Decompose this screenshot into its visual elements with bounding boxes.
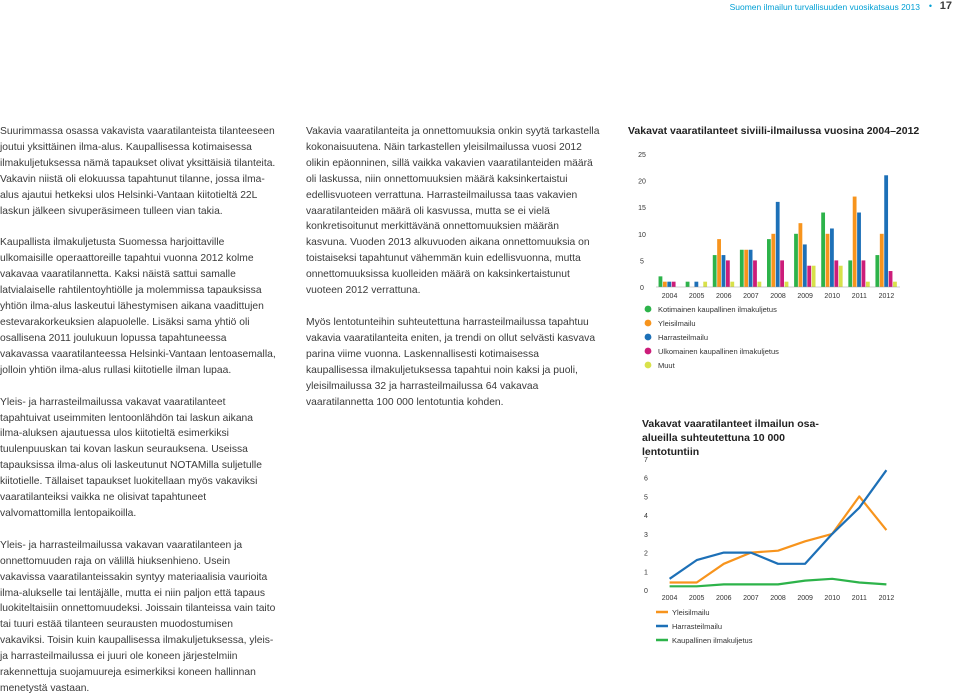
x-tick-label: 2012	[878, 293, 895, 300]
publication-title: Suomen ilmailun turvallisuuden vuosikatsaus 2013	[729, 2, 920, 12]
legend-swatch	[645, 348, 652, 355]
page-header	[0, 0, 960, 12]
bar	[672, 282, 676, 287]
bar	[722, 255, 726, 287]
line-chart	[628, 448, 960, 648]
bar	[830, 228, 834, 287]
bar	[717, 239, 721, 287]
bar	[780, 260, 784, 287]
legend-label: Ulkomainen kaupallinen ilmakuljetus	[658, 347, 779, 356]
bar	[730, 282, 734, 287]
x-tick-label: 2006	[715, 293, 732, 300]
paragraph: Vakavia vaaratilanteita ja onnettomuuksia onkin syytä tarkastella kokonaisuutena. Näin tarkastellen yleisilmailussa vuosi 2012 olikin epäonninen, sillä vaikka vakavien vaaratilanteiden määrä oli laskussa, niin onnettomuuksien määrä kaksinkertaistui edellisvuoteen verrattuna. Harrasteilmailussa taas vakavien vaaratilanteiden määrä oli kasvussa, mutta se ei vielä konkretisoitunut merkittävänä onnettomuuksien määrän kasvuna. Vuoden 2013 alkuvuoden aikana onnettomuuksia on toistaiseksi tapahtunut vähemmän kuin edellisvuonna, mutta onnettomuuksissa kuolleiden määrä on kaksinkertaistunut vuoteen 2012 verrattuna.	[306, 126, 600, 297]
bar	[880, 234, 884, 287]
bar	[726, 260, 730, 287]
bar	[663, 282, 667, 287]
bar	[884, 175, 888, 287]
bar-chart-title: Vakavat vaaratilanteet siviili-ilmailussa vuosina 2004–2012	[628, 125, 920, 137]
bar	[807, 266, 811, 287]
bar	[848, 260, 852, 287]
y-tick-label: 3	[644, 531, 648, 539]
bar-chart	[628, 140, 960, 380]
x-tick-label: 2012	[878, 595, 895, 602]
bar	[713, 255, 717, 287]
bar	[839, 266, 843, 287]
bar	[776, 202, 780, 287]
x-tick-label: 2007	[743, 595, 759, 602]
legend-swatch	[645, 362, 652, 369]
y-tick-label: 25	[638, 152, 646, 159]
bar	[694, 282, 698, 287]
bar	[875, 255, 879, 287]
paragraph: Myös lentotunteihin suhteutettuna harrasteilmailussa tapahtuu vakavia vaaratilanteita eniten, ja trendi on ollut selvästi kasvava parina viime vuonna. Laskennallisesti kotimaisessa kaupallisessa ilmakuljetuksessa tapahtui noin kaksi ja puoli, yleisilmailussa 32 ja harrasteilmailussa 64 vakavaa vaaratilannetta 100 000 lentotuntia kohden.	[306, 316, 596, 408]
paragraph: Yleis- ja harrasteilmailussa vakavan vaaratilanteen ja onnettomuuden raja on välillä hiuksenhieno. Usein vakavissa vaaratilanteissakin syntyy materiaalisia vaurioita ilma-alukselle tai lentäjälle, mutta ei niin paljon että tapaus luokiteltaisiin onnettomuudeksi. Joissain tilanteissa vain taito tai tuuri estää tilanteen seurausten muodostumisen vakaviksi. Toisin kuin kaupallisessa ilmakuljetuksessa, yleis- ja harrasteilmailussa ei juuri ole koneen järjestelmiin rakennettuja suojamuureja esimerkiksi koneen hallinnan menetystä vastaan.	[0, 539, 276, 694]
legend-label: Muut	[658, 361, 675, 370]
legend-label: Yleisilmailu	[658, 319, 696, 328]
bar	[740, 250, 744, 287]
y-tick-label: 10	[638, 231, 646, 239]
x-tick-label: 2004	[661, 595, 678, 602]
y-tick-label: 2	[644, 550, 648, 558]
x-tick-label: 2011	[851, 595, 867, 602]
legend-label: Kotimainen kaupallinen ilmakuljetus	[658, 305, 777, 314]
bar	[889, 271, 893, 287]
paragraph: Yleis- ja harrasteilmailussa vakavat vaaratilanteet tapahtuivat useimmiten lentoonlähdön tai laskun aikana ilma-aluksen ajautuessa ulos kiitotieltä esimerkiksi tuulenpuuskan tai kovan laskun seurauksena. Useissa tapauksissa ilma-alus oli laskeutunut NOTAMilla suljetulle kiitotielle. Tällaiset tapaukset luokitellaan myös vakaviksi vaaratilanteiksi vaikka ne olisivat tapahtuneet valvomattomilla lentopaikoilla.	[0, 396, 262, 519]
y-tick-label: 5	[644, 494, 648, 502]
x-tick-label: 2005	[688, 595, 705, 602]
bar	[785, 282, 789, 287]
legend-label: Harrasteilmailu	[658, 333, 709, 342]
y-tick-label: 5	[640, 258, 644, 266]
bar	[893, 282, 897, 287]
line-chart-title: Vakavat vaaratilanteet ilmailun osa-alueilla suhteutettuna 10 000 lentotuntiin	[642, 418, 819, 458]
y-tick-label: 7	[644, 457, 648, 464]
x-tick-label: 2009	[797, 595, 813, 602]
bar	[826, 234, 830, 287]
x-tick-label: 2008	[770, 293, 786, 300]
paragraph: Kaupallista ilmakuljetusta Suomessa harjoittaville ulkomaisille operaattoreille tapahtui vuonna 2012 kolme vakavaa vaaratilannetta. Kaksi näistä sattui samalle latvialaiselle rahtilentoyhtiölle ja molemmissa tapauksissa yhtiön ilma-alus laskeutui lähestymisen aikana vaadittujen estevarakorkeuksien alapuolelle. Lisäksi sama yhtiö oli osallisena 2011 joulukuun lopussa tapahtuneessa vakavassa vaaratilanteessa Helsinki-Vantaan lentoasemalla, jolloin yhtiön ilma-alus rullasi kiitotielle ilman lupaa.	[0, 237, 276, 376]
x-tick-label: 2010	[824, 595, 841, 602]
bar	[794, 234, 798, 287]
legend-label: Harrasteilmailu	[672, 622, 723, 631]
bar	[803, 244, 807, 287]
x-tick-label: 2009	[797, 293, 813, 300]
legend-label: Yleisilmailu	[672, 608, 710, 617]
header-separator-dot: •	[928, 1, 932, 11]
y-tick-label: 1	[644, 569, 648, 577]
bar	[866, 282, 870, 287]
bar	[834, 260, 838, 287]
bar	[853, 197, 857, 287]
x-tick-label: 2007	[743, 293, 759, 300]
y-tick-label: 0	[640, 285, 644, 292]
paragraph: Suurimmassa osassa vakavista vaaratilanteista tilanteeseen joutui yksittäinen ilma-alus. Kaupallisessa kotimaisessa ilmakuljetuksessa nämä tapaukset olivat yksittäisiä tilanteita. Vakavin niistä oli elokuussa tapahtunut tilanne, jossa ilma-alus ajautui hetkeksi ulos Helsinki-Vantaan kiitotieltä 22L laskun jälkeen sivuperäsimeen tulleen vian takia.	[0, 126, 276, 217]
legend-swatch	[645, 334, 652, 341]
bar	[862, 260, 866, 287]
bar	[703, 282, 707, 287]
bar	[757, 282, 761, 287]
y-tick-label: 6	[644, 475, 648, 483]
legend-swatch	[645, 320, 652, 327]
x-tick-label: 2004	[661, 293, 678, 300]
bar	[749, 250, 753, 287]
bar	[821, 213, 825, 287]
x-tick-label: 2008	[770, 595, 786, 602]
bar	[659, 276, 663, 287]
bar	[744, 250, 748, 287]
y-tick-label: 15	[638, 205, 646, 213]
legend-label: Kaupallinen ilmakuljetus	[672, 636, 753, 645]
x-tick-label: 2006	[715, 595, 732, 602]
bar	[667, 282, 671, 287]
text-column-left	[0, 124, 276, 697]
bar	[812, 266, 816, 287]
page-number: 17	[939, 0, 952, 12]
series-line	[670, 470, 887, 579]
series-line	[670, 496, 887, 582]
y-tick-label: 0	[644, 588, 648, 595]
bar	[753, 260, 757, 287]
bar	[686, 282, 690, 287]
y-tick-label: 4	[644, 513, 648, 521]
x-tick-label: 2011	[851, 293, 867, 300]
bar	[799, 223, 803, 287]
x-tick-label: 2005	[688, 293, 705, 300]
legend-swatch	[645, 306, 652, 313]
x-tick-label: 2010	[824, 293, 841, 300]
bar	[771, 234, 775, 287]
bar	[767, 239, 771, 287]
bar	[857, 213, 861, 287]
text-column-middle	[306, 124, 602, 410]
y-tick-label: 20	[638, 178, 646, 186]
